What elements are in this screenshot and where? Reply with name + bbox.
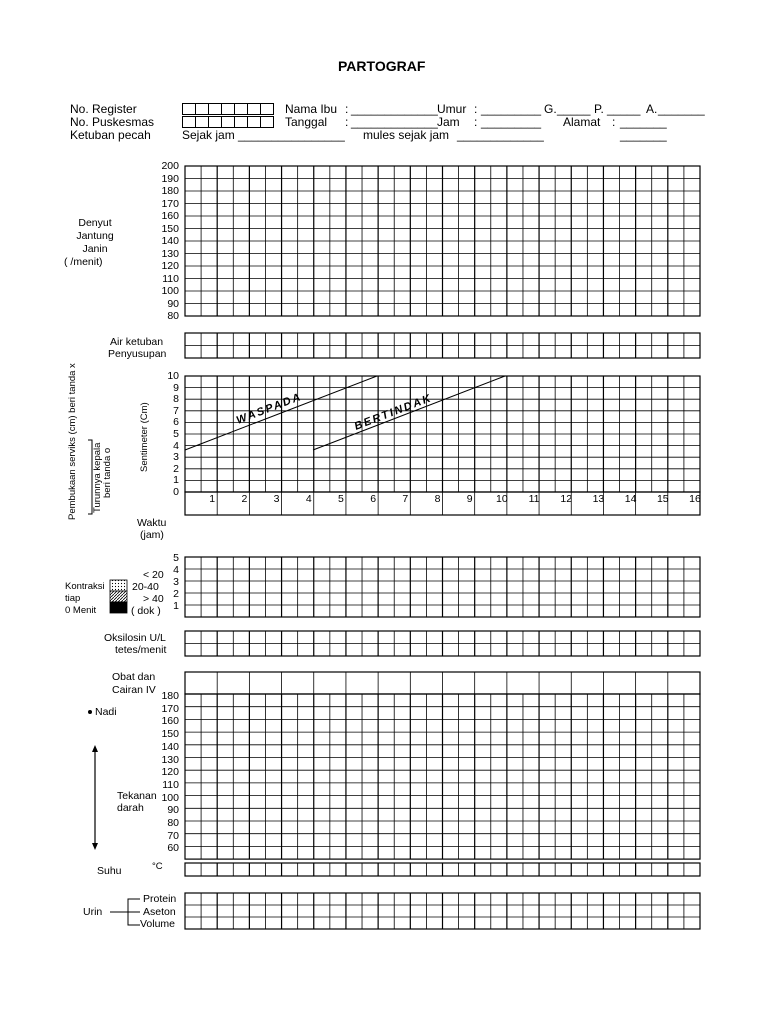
hour-label: 11	[528, 493, 540, 505]
turunnya-kepala-label: Turunnya kepala	[92, 442, 103, 513]
nadi-tick-label: 130	[161, 753, 179, 766]
kontraksi-tick-label: 1	[173, 600, 179, 612]
sejak-jam-label: Sejak jam	[182, 128, 235, 142]
pembukaan-serviks-label: Pembukaan serviks (cm) beri tanda x	[67, 363, 78, 520]
alamat-field[interactable]: _______	[620, 115, 667, 129]
nama-ibu-field[interactable]: _____________	[351, 102, 438, 116]
djj-tick-label: 100	[161, 285, 179, 297]
g-field[interactable]: _____	[557, 102, 591, 116]
hour-label: 12	[560, 493, 573, 505]
sejak-jam-field[interactable]: ________________	[238, 128, 345, 142]
djj-label-3: Janin	[82, 243, 108, 255]
hour-label: 6	[370, 493, 377, 505]
oksitosin-tetes-label: tetes/menit	[115, 644, 167, 656]
serviks-tick-label: 7	[173, 404, 179, 417]
urin-aseton-label: Aseton	[143, 906, 176, 918]
kontraksi-tick-label: 3	[173, 576, 179, 588]
hour-label: 15	[656, 493, 669, 505]
sentimeter-axis-label: Sentimeter (Cm)	[139, 402, 150, 472]
nadi-dot	[88, 710, 92, 714]
nadi-tick-label: 90	[167, 804, 179, 817]
djj-tick-label: 110	[162, 272, 179, 285]
hour-label: 1	[209, 493, 216, 505]
alamat-label: Alamat	[563, 115, 601, 129]
serviks-tick-label: 2	[173, 462, 179, 475]
kontraksi-tiap-label: tiap	[65, 593, 81, 604]
serviks-tick-label: 10	[167, 370, 179, 382]
nadi-tick-label: 100	[161, 791, 179, 804]
nama-ibu-label: Nama Ibu	[285, 102, 338, 116]
djj-label-1: Denyut	[78, 217, 112, 229]
djj-tick-label: 120	[161, 260, 179, 272]
serviks-tick-label: 4	[173, 439, 179, 452]
serviks-tick-label: 8	[173, 393, 179, 406]
beri-tanda-o-label: beri tanda o	[102, 447, 113, 498]
tanggal-colon: :	[345, 115, 349, 129]
nadi-tick-label: 140	[161, 740, 179, 753]
hour-label: 10	[496, 493, 508, 505]
kontraksi-tick-label: 2	[173, 588, 179, 600]
urin-protein-label: Protein	[143, 893, 177, 905]
nadi-tick-label: 150	[161, 728, 179, 741]
a-field[interactable]: _______	[658, 102, 705, 116]
djj-tick-label: 130	[161, 247, 179, 260]
page-title: PARTOGRAF	[338, 58, 426, 74]
urin-bracket	[110, 899, 140, 925]
djj-tick-label: 190	[161, 172, 179, 185]
nadi-tick-label: 110	[162, 778, 179, 791]
umur-colon: :	[474, 102, 478, 116]
djj-tick-label: 90	[167, 297, 179, 310]
umur-field[interactable]: _________	[481, 102, 542, 116]
waspada-label: WASPADA	[234, 390, 304, 427]
no-register-label: No. Register	[70, 102, 137, 116]
djj-tick-label: 80	[167, 310, 179, 322]
djj-tick-label: 200	[161, 160, 179, 172]
djj-label-2: Jantung	[76, 230, 114, 242]
kontraksi-label: Kontraksi	[65, 581, 105, 592]
suhu-label: Suhu	[97, 865, 122, 877]
p-label: P.	[594, 102, 604, 116]
mules-sejak-jam-label: mules sejak jam	[363, 128, 450, 142]
jam-label: Jam	[437, 115, 460, 129]
serviks-tick-label: 5	[173, 428, 179, 440]
hour-label: 2	[241, 493, 248, 505]
djj-tick-label: 160	[161, 210, 179, 222]
obat-label: Obat dan	[112, 671, 156, 683]
a-label: A.	[646, 102, 658, 116]
kontraksi-tick-label: 5	[173, 552, 179, 564]
djj-label-4: ( /menit)	[64, 256, 103, 268]
suhu-unit: °C	[152, 861, 163, 872]
ketuban-pecah-label: Ketuban pecah	[70, 128, 151, 142]
penyusupan-label: Penyusupan	[108, 348, 167, 360]
waktu-jam-label: (jam)	[140, 529, 164, 541]
hour-label: 7	[402, 493, 409, 505]
darah-label: darah	[117, 802, 144, 814]
waktu-label: Waktu	[137, 517, 167, 529]
umur-label: Umur	[437, 102, 467, 116]
nadi-tick-label: 60	[167, 842, 179, 855]
kontraksi-legend-2: 20-40	[132, 581, 159, 593]
kontraksi-legend-4: ( dok )	[131, 605, 161, 617]
bertindak-line	[313, 376, 505, 450]
air-ketuban-label: Air ketuban	[110, 336, 164, 348]
kontraksi-tick-label: 4	[173, 564, 179, 576]
p-field[interactable]: _____	[607, 102, 641, 116]
urin-label: Urin	[83, 906, 103, 918]
tekanan-label: Tekanan	[117, 790, 157, 802]
hour-label: 9	[466, 493, 473, 505]
kontraksi-legend-solid	[110, 602, 127, 613]
serviks-tick-label: 1	[173, 474, 179, 487]
djj-tick-label: 150	[161, 222, 179, 235]
serviks-tick-label: 9	[173, 381, 179, 394]
oksitosin-label: Oksilosin U/L	[104, 632, 166, 644]
cairan-iv-label: Cairan IV	[112, 684, 156, 696]
kontraksi-legend-1: < 20	[143, 569, 164, 581]
nadi-tick-label: 120	[161, 766, 179, 779]
hour-label: 13	[592, 493, 605, 505]
hour-label: 8	[434, 493, 441, 505]
tekanan-arrow-up	[92, 745, 98, 752]
nama-ibu-colon: :	[345, 102, 349, 116]
djj-tick-label: 170	[161, 197, 179, 210]
nadi-tick-label: 180	[161, 690, 179, 702]
jam-field[interactable]: _________	[481, 115, 542, 129]
hour-label: 3	[273, 493, 280, 505]
bertindak-label: BERTINDAK	[352, 392, 435, 433]
serviks-tick-label: 3	[173, 451, 179, 464]
nadi-label: Nadi	[95, 706, 117, 718]
djj-tick-label: 180	[161, 185, 179, 197]
alamat-field-2[interactable]: _______	[620, 128, 667, 142]
alamat-colon: :	[612, 115, 616, 129]
serviks-tick-label: 6	[173, 416, 179, 429]
nadi-tick-label: 70	[167, 829, 179, 842]
mules-sejak-jam-field[interactable]: _____________	[457, 128, 544, 142]
tanggal-label: Tanggal	[285, 115, 328, 129]
jam-colon: :	[474, 115, 478, 129]
hour-label: 4	[305, 493, 312, 505]
kontraksi-legend-dots	[110, 580, 127, 591]
tanggal-field[interactable]: _____________	[351, 115, 438, 129]
hour-label: 5	[338, 493, 344, 505]
kontraksi-menit-label: 0 Menit	[65, 605, 97, 616]
hour-label: 16	[689, 493, 701, 505]
nadi-tick-label: 80	[167, 817, 179, 829]
serviks-tick-label: 0	[173, 486, 179, 498]
no-puskesmas-label: No. Puskesmas	[70, 115, 155, 129]
djj-tick-label: 140	[161, 235, 179, 247]
nadi-tick-label: 170	[161, 702, 179, 715]
urin-volume-label: Volume	[140, 918, 176, 930]
kontraksi-legend-3: > 40	[143, 593, 164, 605]
nadi-tick-label: 160	[161, 715, 179, 728]
hour-label: 14	[624, 493, 637, 505]
kontraksi-legend-hatch	[110, 591, 127, 602]
tekanan-arrow-down	[92, 843, 98, 850]
g-label: G.	[544, 102, 557, 116]
